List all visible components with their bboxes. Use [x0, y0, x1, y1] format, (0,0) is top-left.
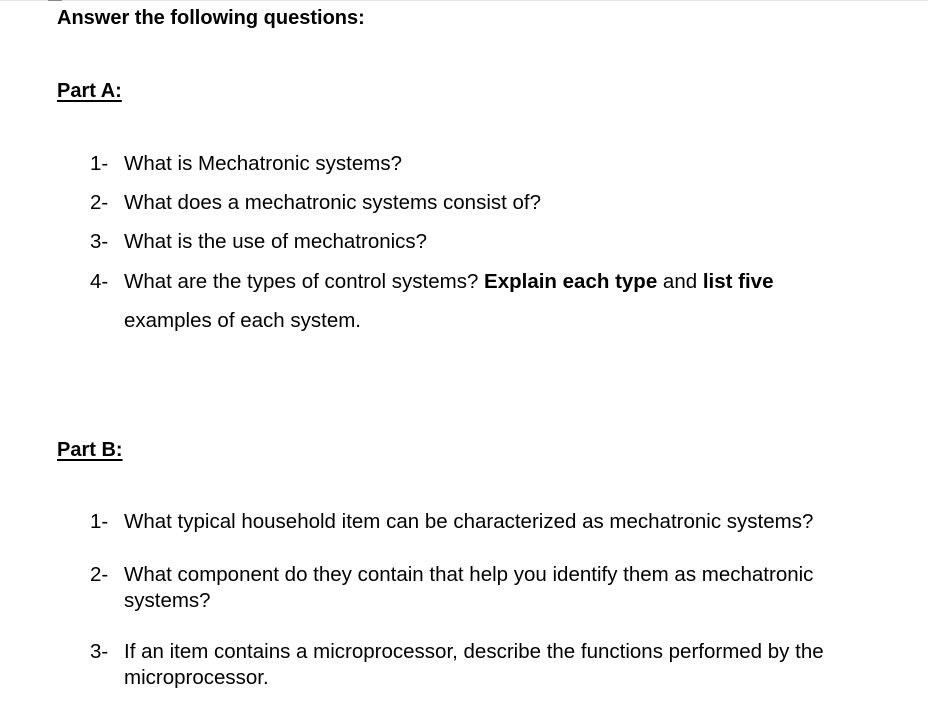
emphasis-explain: Explain each type: [484, 270, 658, 293]
question-number: 1-: [90, 152, 109, 175]
part-a-question-1: [0, 152, 928, 176]
question-text: What is the use of mechatronics?: [124, 230, 428, 253]
part-b-question-3: [0, 639, 928, 691]
question-text-line-1: What component do they contain that help you identify them as mechatronic: [124, 563, 814, 586]
part-b-question-1: [0, 510, 928, 534]
question-text-plain: What are the types of control systems?: [124, 270, 485, 293]
instruction-heading: Answer the following questions:: [57, 7, 365, 29]
question-text: [124, 262, 773, 340]
question-text-line-1: [124, 262, 773, 301]
emphasis-list-five: list five: [702, 270, 774, 293]
part-a-question-2: [0, 191, 928, 215]
question-number: 1-: [90, 510, 109, 533]
question-text: What does a mechatronic systems consist of?: [124, 191, 542, 214]
question-number: 2-: [90, 563, 109, 586]
question-text-plain: and: [657, 270, 703, 293]
question-number: 2-: [90, 191, 109, 214]
question-number: 3-: [90, 640, 109, 663]
question-text: What typical household item can be characterized as mechatronic systems?: [124, 510, 814, 533]
question-text-line-2: examples of each system.: [124, 309, 361, 332]
question-text-line-2: microprocessor.: [124, 666, 269, 689]
question-text: [124, 562, 813, 614]
question-text-line-2: systems?: [124, 589, 211, 612]
part-a-title: Part A:: [57, 80, 122, 102]
part-a-question-4: [0, 269, 928, 347]
page-top-border: [0, 0, 928, 1]
question-text: What is Mechatronic systems?: [124, 152, 402, 175]
question-text: [124, 639, 824, 691]
question-text-line-1: If an item contains a microprocessor, describe the functions performed by the: [124, 640, 824, 663]
part-b-question-2: [0, 562, 928, 614]
question-number: 4-: [90, 270, 109, 293]
page-corner-mark: [48, 0, 62, 1]
question-number: 3-: [90, 230, 109, 253]
part-a-question-3: [0, 230, 928, 254]
part-b-title: Part B:: [57, 439, 123, 461]
